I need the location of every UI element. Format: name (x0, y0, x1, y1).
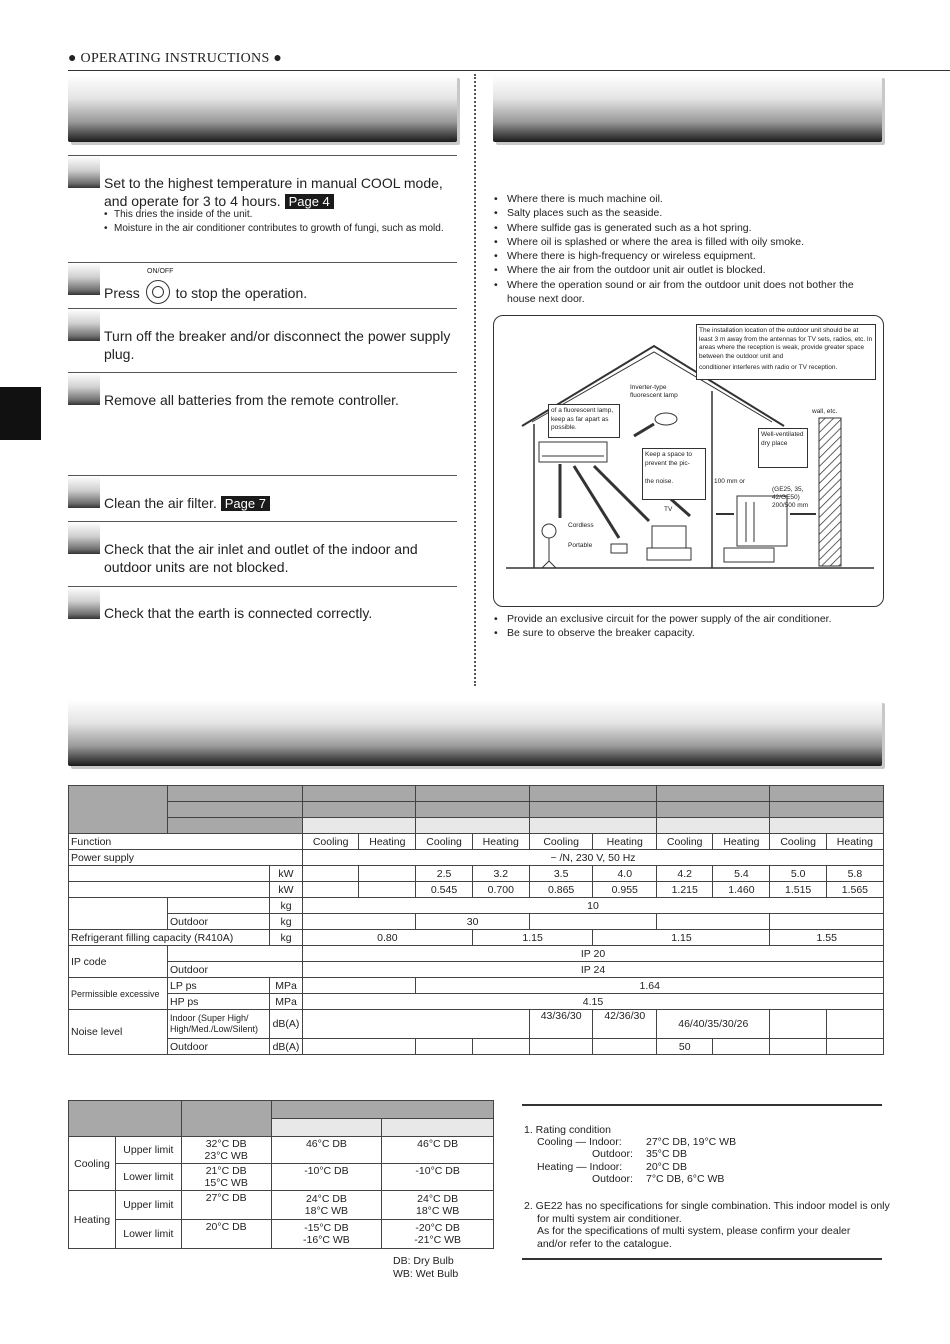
note-heating-indoor: 20°C DB (646, 1161, 687, 1173)
step-number-box (68, 309, 100, 341)
clearance-label: 100 mm or (714, 478, 746, 485)
step-5-text (104, 494, 456, 513)
list-item: • Where the operation sound or air from the outdoor unit does not bother the house next door. (494, 278, 884, 307)
list-item: • Where there is high-frequency or wireless equipment. (494, 249, 884, 263)
list-item: • Where there is much machine oil. (494, 192, 884, 206)
bulb-legend (393, 1255, 458, 1281)
step-number-box (68, 263, 100, 295)
callout-outdoor-location (696, 324, 876, 380)
section-header-label: ● OPERATING INSTRUCTIONS ● (68, 51, 283, 66)
table-row: Lower limit 20°C DB -15°C DB -16°C WB -20°C DB -21°C WB (69, 1220, 494, 1249)
list-item: • Where oil is splashed or where the area is filled with oily smoke. (494, 235, 884, 249)
step-3-text: Turn off the breaker and/or disconnect the power supply plug. (104, 328, 451, 362)
note-item: • Moisture in the air conditioner contributes to growth of fungi, such as mold. (104, 222, 456, 236)
step-2-label-after: to stop the operation. (175, 285, 308, 301)
callout-text-noise: the noise. (645, 478, 674, 485)
operating-limits-table (68, 1100, 494, 1249)
table-row: Outdoor kg 30 (69, 914, 884, 930)
note-2-text-b: As for the specifications of multi system, please confirm your dealer and/or refer to the catalogue. (537, 1225, 851, 1250)
table-row: kW 2.5 3.2 3.5 4.0 4.2 5.4 5.0 5.8 (69, 866, 884, 882)
specifications-banner (68, 700, 882, 766)
step-2-text (104, 280, 456, 304)
callout-fluorescent: of a fluorescent lamp, keep as far apart as possible. (548, 404, 620, 438)
table-row: Function Cooling Heating Cooling Heating Cooling Heating Cooling Heating Cooling Heating (69, 834, 884, 850)
note-outdoor-label: Outdoor: (592, 1173, 633, 1185)
table-row: Outdoor IP 24 (69, 962, 884, 978)
portable-label: Portable (568, 542, 593, 549)
step-rule (68, 586, 457, 587)
tv-label: TV (664, 506, 673, 513)
installation-diagram (493, 315, 884, 607)
callout-text: The installation location of the outdoor unit should be at least 3 m away from the antennas for TV sets, radios, etc. In areas where the reception is weak, provide greater space between the outdoor unit and (699, 327, 873, 360)
table-row: Heating Upper limit 27°C DB 24°C DB 18°C WB 24°C DB 18°C WB (69, 1191, 494, 1220)
table-row: Permissible excessive LP ps MPa 1.64 (69, 978, 884, 994)
step-4-text: Remove all batteries from the remote controller. (104, 392, 399, 408)
left-section-banner (68, 75, 457, 142)
step-rule (68, 372, 457, 373)
list-item: • Where sulfide gas is generated such as a hot spring. (494, 221, 884, 235)
note-heating-label: Heating — Indoor: (537, 1161, 623, 1173)
electrical-list (494, 612, 884, 641)
step-1-text (104, 174, 456, 211)
onoff-label: ON/OFF (147, 268, 174, 275)
step-number-box (68, 587, 100, 619)
table-row: Outdoor dB(A) 50 (69, 1039, 884, 1055)
step-6-text: Check that the air inlet and outlet of the indoor and outdoor units are not blocked. (104, 541, 418, 575)
page-badge[interactable]: Page 7 (221, 496, 270, 511)
table-corner (69, 786, 168, 834)
step-7-text: Check that the earth is connected correctly. (104, 605, 373, 621)
step-1-label: Set to the highest temperature in manual COOL mode, and operate for 3 to 4 hours. (104, 175, 443, 209)
note-item: • This dries the inside of the unit. (104, 208, 456, 222)
step-number-box (68, 156, 100, 188)
note-2-text: 2. GE22 has no specifications for single combination. This indoor model is only for multi system air conditioner. (524, 1200, 890, 1225)
list-item: • Be sure to observe the breaker capacity. (494, 626, 884, 640)
list-item: • Salty places such as the seaside. (494, 206, 884, 220)
table-row: Cooling Upper limit 32°C DB 23°C WB 46°C DB 46°C DB (69, 1137, 494, 1164)
right-section-banner (493, 75, 882, 142)
table-row: IP code IP 20 (69, 946, 884, 962)
install-places-list (494, 192, 884, 306)
note-cooling-label: Cooling — Indoor: (537, 1136, 622, 1148)
list-item: • Provide an exclusive circuit for the power supply of the air conditioner. (494, 612, 884, 626)
step-number-box (68, 476, 100, 508)
step-rule (68, 475, 457, 476)
header-rule (68, 70, 950, 71)
table-row: HP ps MPa 4.15 (69, 994, 884, 1010)
step-number-box (68, 522, 100, 554)
column-divider (474, 74, 476, 686)
table-row: kg 10 (69, 898, 884, 914)
table-row: Power supply ~ /N, 230 V, 50 Hz (69, 850, 884, 866)
callout-ventilated: Well-ventilated dry place (758, 428, 808, 468)
table-row: kW 0.545 0.700 0.865 0.955 1.215 1.460 1.515 1.565 (69, 882, 884, 898)
legend-db: DB: Dry Bulb (393, 1255, 454, 1267)
step-rule (68, 308, 457, 309)
step-rule (68, 521, 457, 522)
list-item: • Where the air from the outdoor unit air outlet is blocked. (494, 263, 884, 277)
table-row: Lower limit 21°C DB 15°C WB -10°C DB -10°C DB (69, 1164, 494, 1191)
onoff-button-icon (146, 280, 170, 304)
table-row: Refrigerant filling capacity (R410A) kg 0.80 1.15 1.15 1.55 (69, 930, 884, 946)
notes-box (522, 1104, 890, 1260)
chapter-tab (0, 387, 41, 440)
specification-table (68, 785, 884, 1055)
page-badge[interactable]: Page 4 (285, 194, 334, 209)
note-outdoor-label: Outdoor: (592, 1148, 633, 1160)
callout-text: Keep a space to prevent the pic- (645, 451, 692, 467)
note-1-title: 1. Rating condition (524, 1124, 611, 1136)
step-2-label-before: Press (104, 285, 140, 301)
note-cooling-indoor: 27°C DB, 19°C WB (646, 1136, 737, 1148)
table-row: Noise level Indoor (Super High/ High/Med./Low/Silent) dB(A) 43/36/30 42/36/30 46/40/35/30/26 (69, 1010, 884, 1039)
cordless-label: Cordless (568, 522, 594, 529)
step-rule (68, 155, 457, 156)
callout-keep-space (642, 448, 706, 500)
inverter-lamp-label: Inverter-type fluorescent lamp (630, 384, 678, 399)
step-5-label: Clean the air filter. (104, 495, 217, 511)
model-dims-label: (GE25, 35, 42/GE50) 200/500 mm (772, 486, 809, 509)
note-heating-outdoor: 7°C DB, 6°C WB (646, 1173, 725, 1185)
step-number-box (68, 373, 100, 405)
wall-label: wall, etc. (812, 408, 838, 415)
callout-text-tail: conditioner interferes with radio or TV reception. (699, 364, 838, 371)
legend-wb: WB: Wet Bulb (393, 1268, 459, 1280)
step-1-notes (104, 208, 456, 236)
note-cooling-outdoor: 35°C DB (646, 1148, 687, 1160)
step-rule (68, 262, 457, 263)
